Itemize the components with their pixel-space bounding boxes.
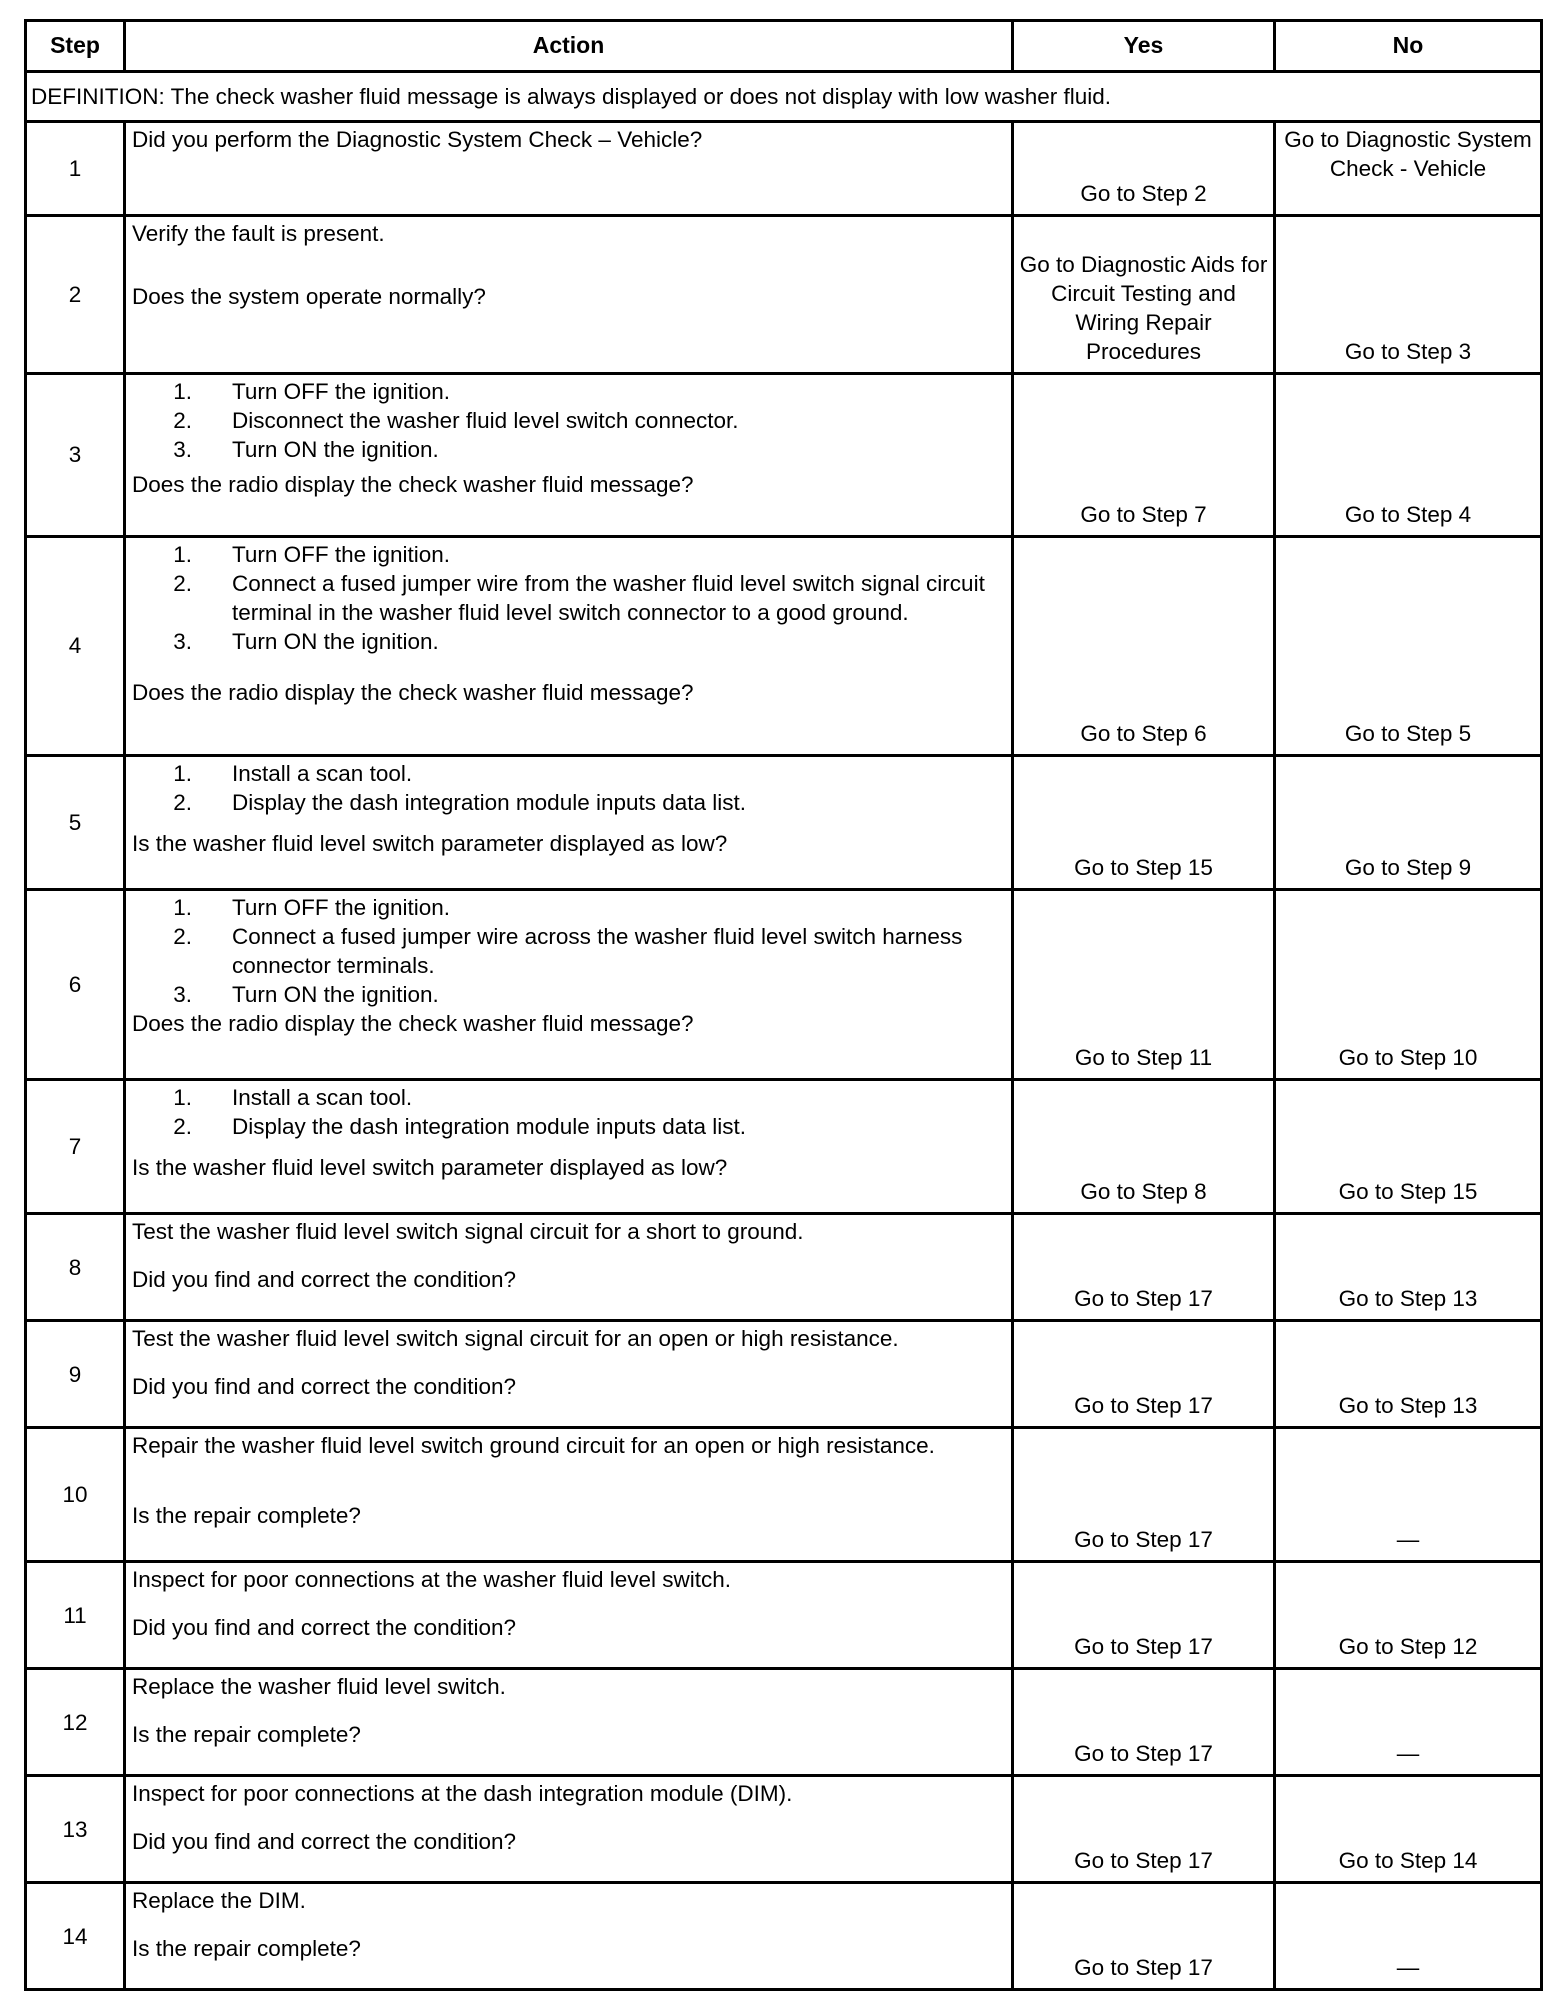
table-row xyxy=(26,1428,1542,1562)
step-number: 12 xyxy=(26,1669,125,1776)
step-number: 14 xyxy=(26,1883,125,1990)
list-item-number: 1. xyxy=(173,894,192,920)
list-item-text: Connect a fused jumper wire across the washer fluid level switch harness connector terminals. xyxy=(232,923,963,978)
table-row xyxy=(26,374,1542,537)
no-outcome: Go to Step 9 xyxy=(1275,755,1542,889)
table-row xyxy=(26,1214,1542,1321)
yes-outcome: Go to Step 17 xyxy=(1013,1428,1275,1562)
list-item-text: Display the dash integration module inputs data list. xyxy=(232,1114,747,1140)
list-item xyxy=(132,922,1005,980)
step-number: 6 xyxy=(26,889,125,1079)
table-row xyxy=(26,121,1542,215)
step-number: 7 xyxy=(26,1080,125,1214)
no-outcome: Go to Step 4 xyxy=(1275,374,1542,537)
list-item xyxy=(132,569,1005,627)
list-item-text: Turn ON the ignition. xyxy=(232,437,439,463)
list-item xyxy=(132,759,1005,788)
table-body xyxy=(26,121,1542,1989)
action-question: Did you find and correct the condition? xyxy=(132,1374,516,1400)
step-number: 3 xyxy=(26,374,125,537)
action-cell xyxy=(125,755,1013,889)
action-cell xyxy=(125,1669,1013,1776)
action-cell xyxy=(125,374,1013,537)
action-instruction: Did you perform the Diagnostic System Check – Vehicle? xyxy=(132,126,703,152)
list-item-text: Turn ON the ignition. xyxy=(232,981,439,1007)
action-instruction: Replace the DIM. xyxy=(132,1888,306,1913)
definition-text: DEFINITION: The check washer fluid message is always displayed or does not display with low washer fluid. xyxy=(26,71,1542,121)
list-item xyxy=(132,540,1005,569)
action-instruction: Test the washer fluid level switch signal circuit for a short to ground. xyxy=(132,1219,804,1245)
action-instruction: Test the washer fluid level switch signal circuit for an open or high resistance. xyxy=(132,1326,899,1352)
table-row xyxy=(26,216,1542,374)
list-item-text: Turn OFF the ignition. xyxy=(232,379,451,405)
action-cell xyxy=(125,1883,1013,1990)
action-cell xyxy=(125,536,1013,755)
action-instruction: Verify the fault is present. xyxy=(132,221,385,247)
no-outcome: — xyxy=(1275,1883,1542,1990)
header-no: No xyxy=(1275,21,1542,72)
action-steps-list xyxy=(132,540,1005,656)
action-question: Is the washer fluid level switch parameter displayed as low? xyxy=(132,1155,728,1181)
list-item-number: 1. xyxy=(173,541,192,567)
list-item xyxy=(132,980,1005,1009)
list-item xyxy=(132,788,1005,817)
definition-row xyxy=(26,71,1542,121)
step-number: 10 xyxy=(26,1428,125,1562)
step-number: 5 xyxy=(26,755,125,889)
list-item xyxy=(132,627,1005,656)
action-cell xyxy=(125,1776,1013,1883)
step-number: 2 xyxy=(26,216,125,374)
step-number: 11 xyxy=(26,1562,125,1669)
yes-outcome: Go to Step 17 xyxy=(1013,1776,1275,1883)
list-item-number: 1. xyxy=(173,1085,192,1111)
action-steps-list xyxy=(132,759,1005,817)
yes-outcome: Go to Step 17 xyxy=(1013,1321,1275,1428)
yes-outcome: Go to Step 8 xyxy=(1013,1080,1275,1214)
no-outcome: Go to Diagnostic System Check - Vehicle xyxy=(1275,121,1542,215)
action-question: Did you find and correct the condition? xyxy=(132,1267,516,1293)
no-outcome: Go to Step 10 xyxy=(1275,889,1542,1079)
table-row xyxy=(26,1321,1542,1428)
list-item xyxy=(132,406,1005,435)
no-outcome: Go to Step 13 xyxy=(1275,1321,1542,1428)
list-item-number: 1. xyxy=(173,760,192,786)
table-row xyxy=(26,536,1542,755)
yes-outcome: Go to Step 17 xyxy=(1013,1562,1275,1669)
action-question: Does the radio display the check washer fluid message? xyxy=(132,679,694,705)
header-action: Action xyxy=(125,21,1013,72)
action-question: Is the repair complete? xyxy=(132,1503,361,1529)
list-item-number: 2. xyxy=(173,1114,192,1140)
step-number: 4 xyxy=(26,536,125,755)
list-item-text: Disconnect the washer fluid level switch connector. xyxy=(232,408,739,434)
list-item-number: 3. xyxy=(173,981,192,1007)
action-steps-list xyxy=(132,1083,1005,1141)
action-question: Does the system operate normally? xyxy=(132,284,486,310)
header-row xyxy=(26,21,1542,72)
list-item xyxy=(132,377,1005,406)
action-cell xyxy=(125,1428,1013,1562)
action-question: Is the repair complete? xyxy=(132,1722,361,1748)
yes-outcome: Go to Step 6 xyxy=(1013,536,1275,755)
header-yes: Yes xyxy=(1013,21,1275,72)
table-row xyxy=(26,889,1542,1079)
action-instruction: Replace the washer fluid level switch. xyxy=(132,1674,506,1700)
action-instruction: Repair the washer fluid level switch ground circuit for an open or high resistance. xyxy=(132,1433,935,1459)
list-item-text: Install a scan tool. xyxy=(232,760,413,786)
list-item-number: 2. xyxy=(173,570,192,596)
list-item-text: Turn OFF the ignition. xyxy=(232,894,451,920)
list-item-text: Install a scan tool. xyxy=(232,1085,413,1111)
action-cell xyxy=(125,1321,1013,1428)
list-item-text: Turn ON the ignition. xyxy=(232,628,439,654)
action-question: Did you find and correct the condition? xyxy=(132,1829,516,1855)
table-row xyxy=(26,1883,1542,1990)
list-item xyxy=(132,1112,1005,1141)
list-item-number: 2. xyxy=(173,789,192,815)
list-item xyxy=(132,1083,1005,1112)
yes-outcome: Go to Step 15 xyxy=(1013,755,1275,889)
action-steps-list xyxy=(132,377,1005,464)
table-row xyxy=(26,1080,1542,1214)
yes-outcome: Go to Step 2 xyxy=(1013,121,1275,215)
action-instruction: Inspect for poor connections at the washer fluid level switch. xyxy=(132,1567,732,1593)
no-outcome: Go to Step 12 xyxy=(1275,1562,1542,1669)
action-question: Did you find and correct the condition? xyxy=(132,1615,516,1641)
no-outcome: Go to Step 3 xyxy=(1275,216,1542,374)
header-step: Step xyxy=(26,21,125,72)
list-item-number: 2. xyxy=(173,923,192,949)
action-cell xyxy=(125,889,1013,1079)
step-number: 9 xyxy=(26,1321,125,1428)
no-outcome: — xyxy=(1275,1669,1542,1776)
table-row xyxy=(26,1562,1542,1669)
table-row xyxy=(26,1776,1542,1883)
yes-outcome: Go to Step 11 xyxy=(1013,889,1275,1079)
action-cell xyxy=(125,1562,1013,1669)
list-item xyxy=(132,893,1005,922)
no-outcome: Go to Step 13 xyxy=(1275,1214,1542,1321)
no-outcome: Go to Step 15 xyxy=(1275,1080,1542,1214)
no-outcome: Go to Step 14 xyxy=(1275,1776,1542,1883)
step-number: 1 xyxy=(26,121,125,215)
list-item xyxy=(132,435,1005,464)
step-number: 8 xyxy=(26,1214,125,1321)
no-outcome: Go to Step 5 xyxy=(1275,536,1542,755)
no-outcome: — xyxy=(1275,1428,1542,1562)
action-question: Does the radio display the check washer fluid message? xyxy=(132,1010,694,1036)
yes-outcome: Go to Step 17 xyxy=(1013,1214,1275,1321)
list-item-text: Connect a fused jumper wire from the washer fluid level switch signal circuit terminal in the washer fluid level switch connector to a good ground. xyxy=(232,570,985,625)
action-question: Is the repair complete? xyxy=(132,1936,361,1961)
action-cell xyxy=(125,121,1013,215)
action-question: Does the radio display the check washer fluid message? xyxy=(132,472,694,498)
list-item-text: Display the dash integration module inputs data list. xyxy=(232,789,747,815)
yes-outcome: Go to Diagnostic Aids for Circuit Testing and Wiring Repair Procedures xyxy=(1013,216,1275,374)
yes-outcome: Go to Step 17 xyxy=(1013,1669,1275,1776)
list-item-number: 3. xyxy=(173,628,192,654)
action-question: Is the washer fluid level switch parameter displayed as low? xyxy=(132,830,728,856)
table-row xyxy=(26,755,1542,889)
step-number: 13 xyxy=(26,1776,125,1883)
action-cell xyxy=(125,1214,1013,1321)
list-item-number: 2. xyxy=(173,408,192,434)
diagnostic-table xyxy=(24,19,1543,1991)
action-steps-list xyxy=(132,893,1005,1009)
action-cell xyxy=(125,216,1013,374)
list-item-number: 1. xyxy=(173,379,192,405)
table-row xyxy=(26,1669,1542,1776)
yes-outcome: Go to Step 17 xyxy=(1013,1883,1275,1990)
yes-outcome: Go to Step 7 xyxy=(1013,374,1275,537)
list-item-number: 3. xyxy=(173,437,192,463)
action-cell xyxy=(125,1080,1013,1214)
action-instruction: Inspect for poor connections at the dash integration module (DIM). xyxy=(132,1781,793,1807)
list-item-text: Turn OFF the ignition. xyxy=(232,541,451,567)
